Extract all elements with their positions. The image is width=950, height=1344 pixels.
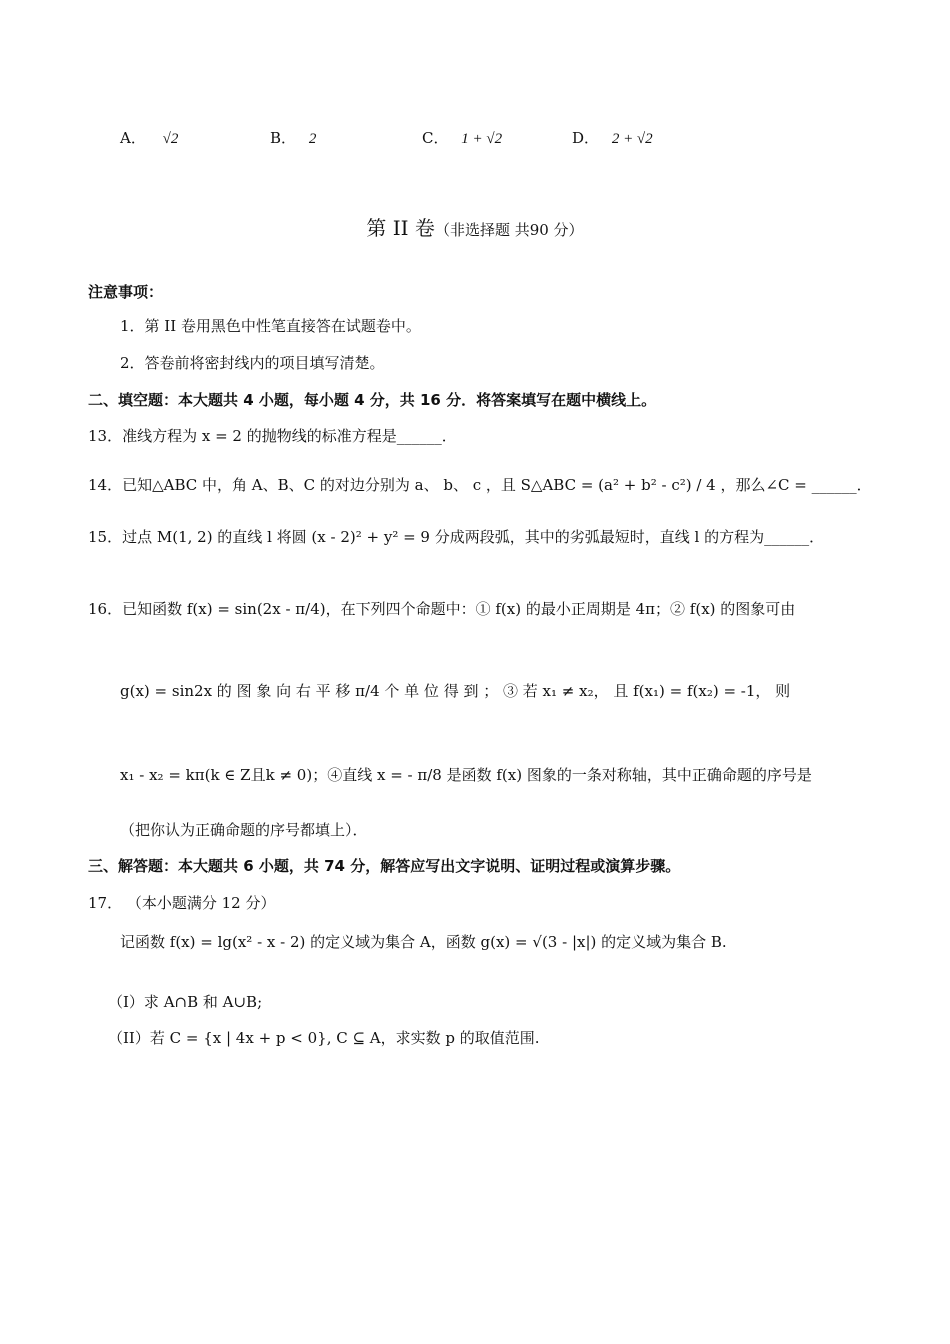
section-title-main: 第 II 卷: [366, 216, 435, 240]
choice-a-expr: √2: [162, 131, 179, 147]
question-17-part-1: （I）求 A∩B 和 A∪B;: [108, 993, 263, 1011]
question-16-line-3: x₁ - x₂ = kπ(k ∈ Z且k ≠ 0)；④直线 x = - π/8 是函数 f(x) 图象的一条对称轴，其中正确命题的序号是: [120, 766, 812, 784]
choice-b-label: B．: [270, 129, 297, 147]
choice-c-label: C．: [422, 129, 449, 147]
choice-c: [422, 127, 502, 148]
question-14: 14．已知△ABC 中，角 A、B、C 的对边分别为 a、 b、 c ，且 S△ABC = (a² + b² - c²) / 4 ，那么∠C = ______．: [88, 476, 872, 494]
choice-b: [270, 127, 316, 148]
question-16-line-1: 16．已知函数 f(x) = sin(2x - π/4)，在下列四个命题中：① f(x) 的最小正周期是 4π；② f(x) 的图象可由: [88, 600, 796, 618]
notice-item-1: 1．第 II 卷用黑色中性笔直接答在试题卷中。: [120, 317, 421, 335]
question-16-line-2: g(x) = sin2x 的 图 象 向 右 平 移 π/4 个 单 位 得 到 ； ③ 若 x₁ ≠ x₂， 且 f(x₁) = f(x₂) = -1， 则: [120, 682, 791, 700]
question-13: 13．准线方程为 x = 2 的抛物线的标准方程是______．: [88, 427, 457, 445]
notice-item-2: 2．答卷前将密封线内的项目填写清楚。: [120, 354, 385, 372]
question-15: 15．过点 M(1, 2) 的直线 l 将圆 (x - 2)² + y² = 9 分成两段弧，其中的劣弧最短时，直线 l 的方程为______．: [88, 528, 825, 546]
choice-d-label: D．: [572, 129, 600, 147]
question-17-body: 记函数 f(x) = lg(x² - x - 2) 的定义域为集合 A，函数 g(x) = √(3 - |x|) 的定义域为集合 B.: [120, 933, 727, 951]
question-16-line-4: （把你认为正确命题的序号都填上）．: [120, 821, 368, 839]
choice-c-expr: 1 + √2: [461, 131, 503, 147]
choice-d: [572, 127, 653, 148]
choice-b-expr: 2: [308, 131, 317, 147]
choice-a-label: A．: [120, 129, 146, 147]
choice-a: [120, 127, 178, 148]
notice-heading: 注意事项：: [88, 283, 164, 301]
section-title-sub: （非选择题 共90 分）: [434, 221, 584, 239]
question-17-head: 17． （本小题满分 12 分）: [88, 894, 276, 912]
choice-d-expr: 2 + √2: [611, 131, 653, 147]
question-17-part-2: （II）若 C = {x | 4x + p < 0}, C ⊆ A，求实数 p 的取值范围.: [108, 1029, 540, 1047]
part3-heading: 三、解答题：本大题共 6 小题，共 74 分，解答应写出文字说明、证明过程或演算步骤。: [88, 857, 681, 875]
part2-heading: 二、填空题：本大题共 4 小题，每小题 4 分，共 16 分．将答案填写在题中横线上。: [88, 391, 657, 409]
section-title: [0, 212, 950, 241]
